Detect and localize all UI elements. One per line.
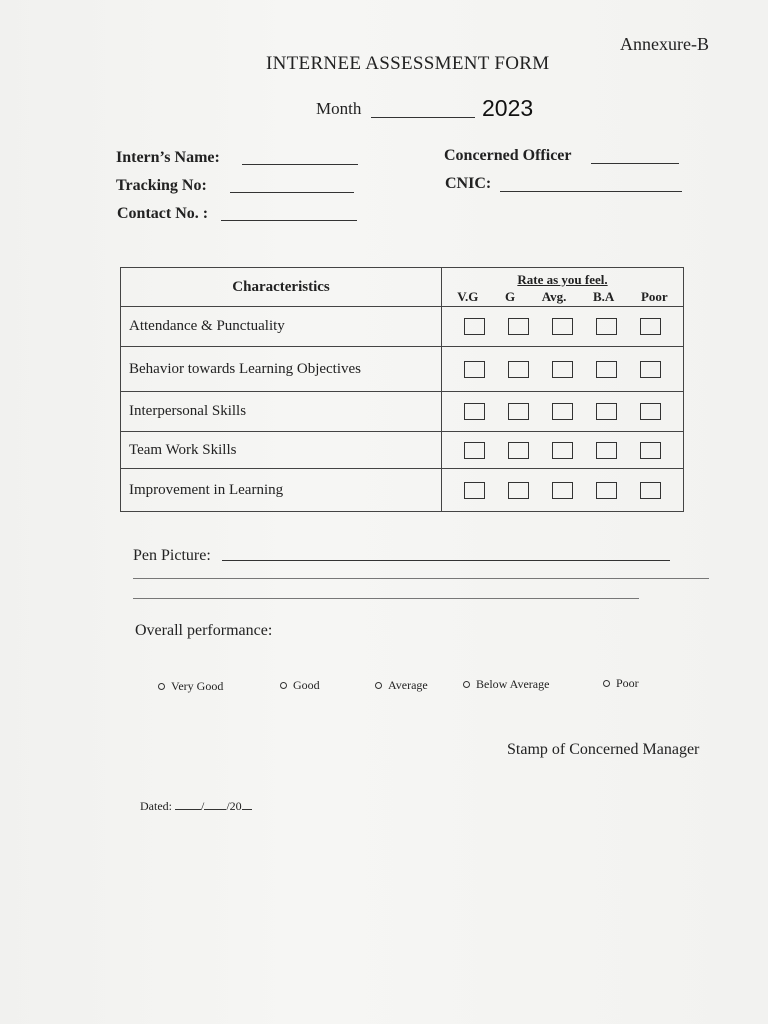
- radio-circle-icon[interactable]: [280, 682, 287, 689]
- rating-table-header: [121, 268, 684, 307]
- table-row: [121, 392, 684, 432]
- checkbox-g[interactable]: [508, 318, 529, 335]
- option-below-average[interactable]: [463, 677, 549, 692]
- checkbox-avg[interactable]: [552, 403, 573, 420]
- row-label-teamwork: Team Work Skills: [121, 432, 442, 469]
- checkbox-vg[interactable]: [464, 442, 485, 459]
- checkbox-g[interactable]: [508, 403, 529, 420]
- rate-columns: [442, 289, 683, 305]
- option-poor[interactable]: [603, 676, 639, 691]
- tracking-no-field[interactable]: [230, 192, 354, 193]
- contact-no-field[interactable]: [221, 220, 357, 221]
- checkbox-avg[interactable]: [552, 361, 573, 378]
- checkbox-ba[interactable]: [596, 318, 617, 335]
- tracking-no-label: Tracking No:: [116, 177, 207, 194]
- form-title: INTERNEE ASSESSMENT FORM: [266, 53, 550, 74]
- checkbox-avg[interactable]: [552, 442, 573, 459]
- month-field[interactable]: [371, 117, 475, 118]
- concerned-officer-label: Concerned Officer: [444, 147, 572, 164]
- intern-name-label: Intern’s Name:: [116, 149, 220, 166]
- checkbox-avg[interactable]: [552, 318, 573, 335]
- annexure-label: Annexure-B: [620, 34, 709, 54]
- radio-circle-icon[interactable]: [158, 683, 165, 690]
- checkbox-vg[interactable]: [464, 403, 485, 420]
- dated-field: [140, 798, 252, 814]
- checkbox-ba[interactable]: [596, 361, 617, 378]
- col-ba: B.A: [593, 289, 615, 304]
- date-separator: /: [201, 799, 205, 813]
- checkbox-poor[interactable]: [640, 482, 661, 499]
- col-g: G: [504, 289, 516, 304]
- day-blank[interactable]: [175, 798, 201, 810]
- checkbox-vg[interactable]: [464, 361, 485, 378]
- year-prefix: /20: [226, 799, 242, 813]
- option-label: Average: [388, 678, 428, 692]
- option-label: Below Average: [476, 677, 550, 691]
- year-blank[interactable]: [242, 798, 252, 810]
- option-average[interactable]: [375, 678, 428, 693]
- row-label-improvement: Improvement in Learning: [121, 469, 442, 512]
- option-label: Good: [293, 678, 320, 692]
- concerned-officer-field[interactable]: [591, 163, 679, 164]
- checkbox-ba[interactable]: [596, 403, 617, 420]
- col-avg: Avg.: [541, 289, 567, 304]
- option-label: Poor: [616, 676, 639, 690]
- month-label: Month: [316, 99, 362, 118]
- rate-header: [442, 268, 684, 307]
- checkbox-avg[interactable]: [552, 482, 573, 499]
- radio-circle-icon[interactable]: [463, 681, 470, 688]
- stamp-label: Stamp of Concerned Manager: [507, 741, 700, 758]
- cnic-field[interactable]: [500, 191, 682, 192]
- characteristics-header: Characteristics: [121, 268, 442, 307]
- pen-picture-line-2[interactable]: [133, 578, 709, 579]
- row-label-behavior: Behavior towards Learning Objectives: [121, 347, 442, 392]
- checkbox-g[interactable]: [508, 361, 529, 378]
- year-value: 2023: [482, 95, 534, 121]
- rating-table: [120, 267, 684, 512]
- checkbox-g[interactable]: [508, 442, 529, 459]
- checkbox-ba[interactable]: [596, 442, 617, 459]
- month-blank[interactable]: [204, 798, 226, 810]
- radio-circle-icon[interactable]: [603, 680, 610, 687]
- option-good[interactable]: [280, 678, 320, 693]
- checkbox-g[interactable]: [508, 482, 529, 499]
- table-row: [121, 432, 684, 469]
- pen-picture-label: Pen Picture:: [133, 547, 211, 564]
- col-vg: V.G: [457, 289, 479, 304]
- checkbox-poor[interactable]: [640, 442, 661, 459]
- table-row: [121, 307, 684, 347]
- intern-name-field[interactable]: [242, 164, 358, 165]
- overall-performance-label: Overall performance:: [135, 622, 273, 639]
- option-very-good[interactable]: [158, 679, 223, 694]
- col-poor: Poor: [640, 289, 668, 304]
- cnic-label: CNIC:: [445, 175, 492, 192]
- table-row: [121, 347, 684, 392]
- contact-no-label: Contact No. :: [117, 205, 209, 222]
- row-label-interpersonal: Interpersonal Skills: [121, 392, 442, 432]
- checkbox-poor[interactable]: [640, 403, 661, 420]
- pen-picture-line-3[interactable]: [133, 598, 639, 599]
- radio-circle-icon[interactable]: [375, 682, 382, 689]
- checkbox-vg[interactable]: [464, 318, 485, 335]
- row-label-attendance: Attendance & Punctuality: [121, 307, 442, 347]
- rate-title: Rate as you feel.: [517, 272, 608, 287]
- table-row: [121, 469, 684, 512]
- option-label: Very Good: [171, 679, 224, 693]
- checkbox-poor[interactable]: [640, 361, 661, 378]
- checkbox-ba[interactable]: [596, 482, 617, 499]
- checkbox-poor[interactable]: [640, 318, 661, 335]
- pen-picture-line-1[interactable]: [222, 560, 670, 561]
- checkbox-vg[interactable]: [464, 482, 485, 499]
- dated-label: Dated:: [140, 799, 172, 813]
